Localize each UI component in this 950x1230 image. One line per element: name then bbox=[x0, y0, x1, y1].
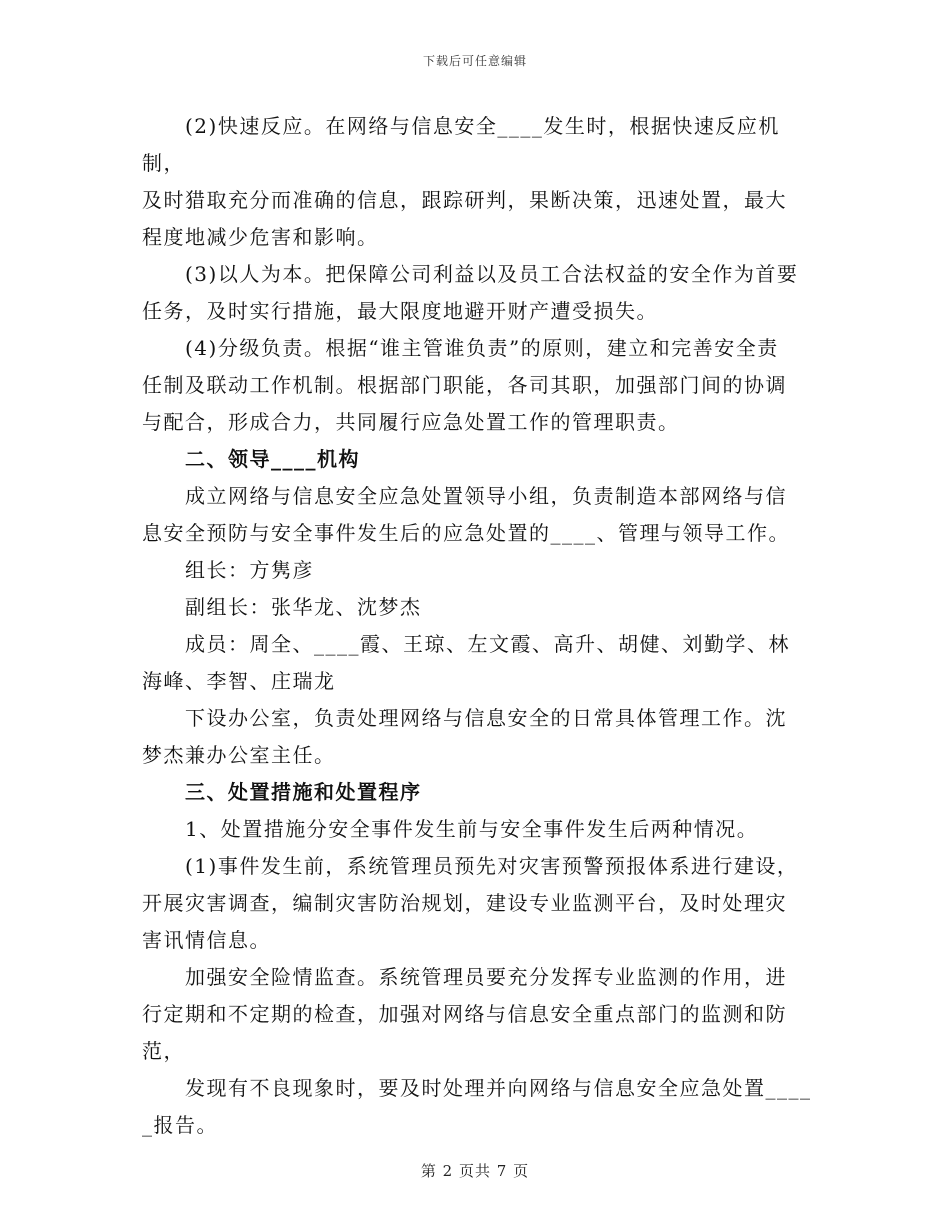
text-line: 加强安全险情监查。系统管理员要充分发挥专业监测的作用，进 bbox=[142, 965, 787, 989]
text-line: 梦杰兼办公室主任。 bbox=[142, 743, 336, 767]
document-body bbox=[142, 108, 822, 1144]
text-line: (4)分级负责。根据“谁主管谁负责”的原则，建立和完善安全责 bbox=[142, 336, 779, 360]
section-heading: 三、处置措施和处置程序 bbox=[142, 780, 422, 804]
text-line: 开展灾害调查，编制灾害防治规划，建设专业监测平台，及时处理灾 bbox=[142, 891, 787, 915]
text-line: 海峰、李智、庄瑞龙 bbox=[142, 669, 336, 693]
page-footer: 第 2 页共 7 页 bbox=[420, 1162, 530, 1180]
text-line: 发现有不良现象时，要及时处理并向网络与信息安全应急处置____ bbox=[142, 1076, 812, 1100]
text-line: 成立网络与信息安全应急处置领导小组，负责制造本部网络与信 bbox=[142, 484, 787, 508]
text-line: (2)快速反应。在网络与信息安全____发生时，根据快速反应机制， bbox=[142, 114, 780, 175]
text-line: 下设办公室，负责处理网络与信息安全的日常具体管理工作。沈 bbox=[142, 706, 787, 730]
text-line: 任制及联动工作机制。根据部门职能，各司其职，加强部门间的协调 bbox=[142, 373, 787, 397]
section-heading: 二、领导____机构 bbox=[142, 447, 360, 471]
text-line: 副组长：张华龙、沈梦杰 bbox=[142, 595, 422, 619]
text-line: 行定期和不定期的检查，加强对网络与信息安全重点部门的监测和防 bbox=[142, 1002, 787, 1026]
text-line: 及时猎取充分而准确的信息，跟踪研判，果断决策，迅速处置，最大 bbox=[142, 188, 787, 212]
text-line: 成员：周全、____霞、王琼、左文霞、高升、胡健、刘勤学、林 bbox=[142, 632, 790, 656]
text-line: (1)事件发生前，系统管理员预先对灾害预警预报体系进行建设， bbox=[142, 854, 799, 878]
text-line: (3)以人为本。把保障公司利益以及员工合法权益的安全作为首要 bbox=[142, 262, 799, 286]
text-line: 与配合，形成合力，共同履行应急处置工作的管理职责。 bbox=[142, 410, 680, 434]
text-line: 息安全预防与安全事件发生后的应急处置的____、管理与领导工作。 bbox=[142, 521, 790, 545]
text-line: 任务，及时实行措施，最大限度地避开财产遭受损失。 bbox=[142, 299, 658, 323]
text-line: 程度地减少危害和影响。 bbox=[142, 225, 379, 249]
text-line: _报告。 bbox=[142, 1113, 218, 1137]
text-line: 范， bbox=[142, 1039, 185, 1063]
text-line: 组长：方隽彦 bbox=[142, 558, 314, 582]
page-header: 下载后可任意编辑 bbox=[422, 54, 527, 68]
text-line: 害讯情信息。 bbox=[142, 928, 271, 952]
text-line: 1、处置措施分安全事件发生前与安全事件发生后两种情况。 bbox=[142, 817, 759, 841]
